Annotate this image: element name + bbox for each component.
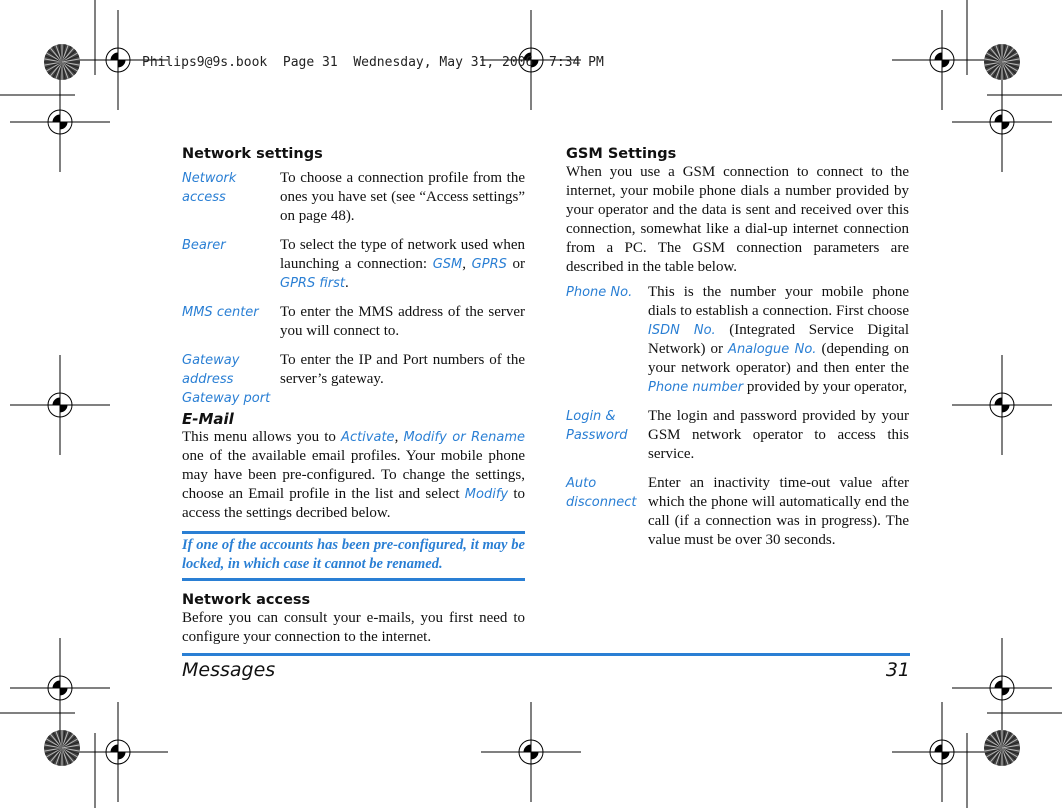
email-paragraph [182, 428, 525, 523]
crosshair-mark [481, 702, 581, 802]
starburst-mark [44, 44, 80, 80]
footer-page-number: 31 [885, 659, 910, 681]
term-phone-no: Phone No. [566, 285, 633, 300]
desc-text: provided by your operator, [743, 379, 908, 395]
keyword-gprs-first: GPRS first [280, 276, 345, 291]
gsm-settings-heading: GSM Settings [566, 146, 677, 162]
desc-text: (Integrated Service Digital Network) or [648, 322, 909, 357]
desc-bearer [280, 236, 525, 303]
term-gateway: Gateway address Gateway port [182, 353, 271, 406]
crosshair-mark [952, 638, 1052, 738]
keyword-gsm: GSM [432, 257, 463, 272]
crosshair-mark [892, 10, 992, 110]
keyword-activate: Activate [341, 430, 395, 445]
term-login-password: Login & Password [566, 409, 628, 443]
email-heading: E-Mail [182, 410, 234, 428]
term-auto-disconnect: Auto disconnect [566, 476, 637, 510]
table-row [566, 407, 909, 474]
starburst-mark [984, 44, 1020, 80]
right-column [566, 145, 909, 560]
print-header-stamp: Philips9@9s.book Page 31 Wednesday, May 31, 2006 7:34 PM [142, 55, 604, 70]
crosshair-mark [952, 355, 1052, 455]
desc-text: This is the number your mobile phone dials to establish a connection. First choose [648, 284, 909, 319]
desc-text: or [506, 256, 525, 272]
keyword-isdn-no: ISDN No. [648, 323, 716, 338]
footer-rule [182, 653, 910, 656]
desc-auto-disconnect: Enter an inactivity time-out value after which the phone will automatically end the call (if a connection was in progress). The value must be over 30 seconds. [648, 475, 909, 548]
term-network-access: Network access [182, 171, 237, 205]
desc-text: , [462, 256, 472, 272]
network-access-paragraph: Before you can consult your e-mails, you first need to configure your connection to the internet. [182, 610, 525, 645]
network-settings-heading: Network settings [182, 146, 323, 162]
left-column [182, 145, 525, 647]
locked-account-note: If one of the accounts has been pre-configured, it may be locked, in which case it cannot be renamed. [182, 531, 525, 581]
email-text: , [394, 429, 404, 445]
starburst-mark [984, 730, 1020, 766]
keyword-modify-rename: Modify or Rename [403, 430, 526, 445]
starburst-mark [44, 730, 80, 766]
desc-login-password: The login and password provided by your GSM network operator to access this service. [648, 408, 909, 462]
table-row [566, 283, 909, 407]
gsm-settings-paragraph: When you use a GSM connection to connect to the internet, your mobile phone dials a number provided by your operator and the data is sent and received over this connection, somewhat like a dial-up internet connection from a PC. The GSM connection parameters are described in the table below. [566, 164, 909, 275]
email-text: to access the settings decribed below. [182, 486, 525, 521]
desc-text: (depending on your network operator) and then enter the [648, 341, 909, 376]
keyword-modify: Modify [464, 487, 509, 502]
email-text: This menu allows you to [182, 429, 342, 445]
table-row [182, 351, 525, 408]
crosshair-mark [68, 702, 168, 802]
keyword-analogue-no: Analogue No. [728, 342, 817, 357]
term-mms-center: MMS center [182, 305, 259, 320]
crosshair-mark [10, 638, 110, 738]
desc-gateway: To enter the IP and Port numbers of the server’s gateway. [280, 352, 525, 387]
crosshair-mark [10, 72, 110, 172]
footer-section-title: Messages [182, 659, 276, 681]
table-row [566, 474, 909, 560]
desc-text: . [344, 275, 349, 291]
desc-text: To select the type of network used when launching a connection: [280, 237, 525, 272]
desc-network-access: To choose a connection profile from the ones you have set (see “Access settings” on page 48). [280, 170, 525, 224]
keyword-gprs: GPRS [471, 257, 507, 272]
network-access-heading: Network access [182, 592, 311, 608]
term-bearer: Bearer [182, 238, 226, 253]
keyword-phone-number: Phone number [648, 380, 744, 395]
desc-mms-center: To enter the MMS address of the server you will connect to. [280, 304, 525, 339]
table-row [182, 169, 525, 236]
crosshair-mark [892, 702, 992, 802]
table-row [182, 236, 525, 303]
crosshair-mark [10, 355, 110, 455]
email-text: one of the available email profiles. Your mobile phone may have been pre-configured. To change the settings, choose an Email profile in the list and select [182, 448, 525, 502]
network-settings-table [182, 169, 525, 408]
crosshair-mark [952, 72, 1052, 172]
table-row [182, 303, 525, 351]
gsm-settings-table [566, 283, 909, 560]
desc-phone-no [648, 283, 909, 407]
